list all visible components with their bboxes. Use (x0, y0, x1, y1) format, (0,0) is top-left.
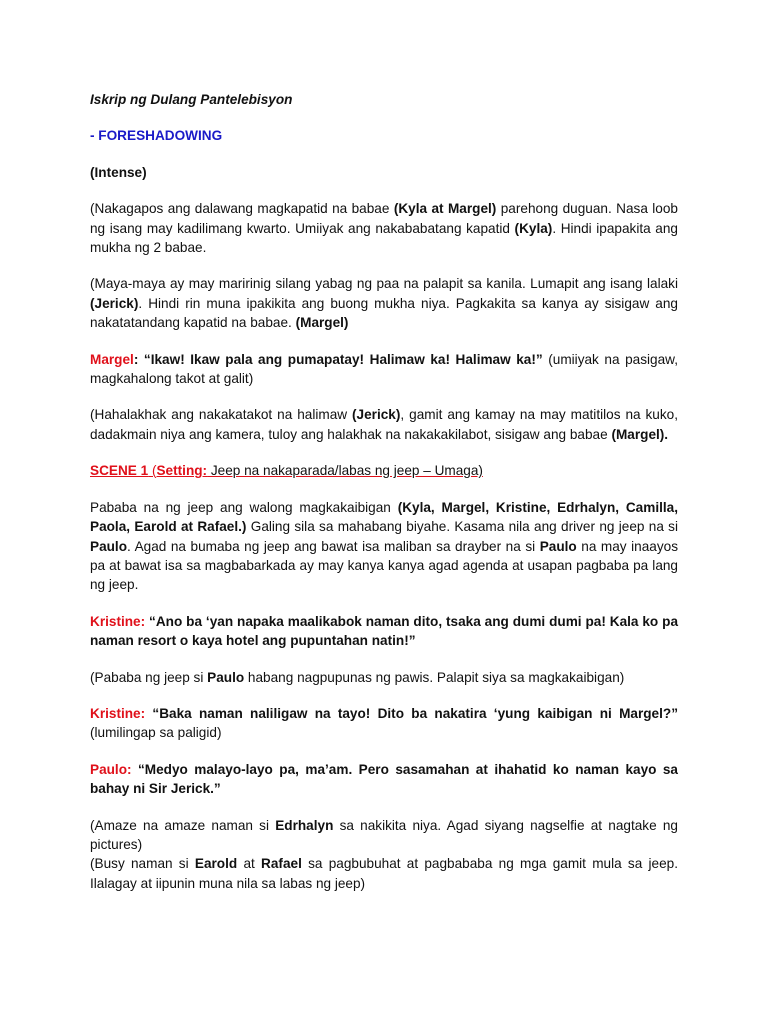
paragraph-11-text-c: at (237, 856, 262, 872)
paragraph-4 (90, 405, 678, 444)
paragraph-7-text-c: habang nagpupunas ng pawis. Palapit siya sa magkakaibigan) (244, 669, 625, 685)
paragraph-1-text-c: parehong duguan. Nasa loob ng isang may kadilimang kwarto. Umiiyak ang nakababatang kapatid (90, 201, 678, 236)
dialogue-margel (90, 350, 678, 389)
paragraph-7-paulo: Paulo (207, 669, 245, 685)
scene-1-heading (90, 461, 678, 480)
paragraph-5-paulo-1: Paulo (90, 538, 128, 554)
foreshadowing-heading: - FORESHADOWING (90, 128, 223, 144)
paragraph-2-text-a: (Maya-maya ay may maririnig silang yabag ng paa na palapit sa kanila. Lumapit ang isang lalaki (90, 276, 678, 292)
paragraph-10 (90, 816, 678, 855)
scene-1-setting: Setting: (156, 463, 208, 479)
paragraph-5-text-c: Galing sila sa mahabang biyahe. Kasama nila ang driver ng jeep na si (246, 519, 678, 535)
scene-1-label: SCENE 1 (90, 463, 149, 479)
intense-heading: (Intense) (90, 164, 147, 180)
paragraph-11-text-a: (Busy naman si (90, 856, 195, 872)
dialogue-kristine-1-line: “Ano ba ‘yan napaka maalikabok naman dito, tsaka ang dumi dumi pa! Kala ko pa naman resort o kaya hotel ang pupuntahan natin!” (90, 613, 678, 649)
dialogue-kristine-2-direction: (lumilingap sa paligid) (90, 725, 222, 741)
paragraph-1-text-a: (Nakagapos ang dalawang magkapatid na babae (90, 201, 394, 217)
paragraph-11-rafael: Rafael (261, 856, 302, 872)
paragraph-2-jerick: (Jerick) (90, 295, 139, 311)
paragraph-4-margel: (Margel). (611, 426, 669, 442)
paragraph-4-jerick: (Jerick) (352, 407, 401, 423)
paragraph-5-text-e: . Agad na bumaba ng jeep ang bawat isa maliban sa drayber na si (127, 538, 540, 554)
paragraph-7-text-a: (Pababa ng jeep si (90, 669, 208, 685)
paragraph-4-text-c: , gamit ang kamay na may matitilos na kuko, dadakmain niya ang kamera, tuloy ang halakhak na nakakakilabot, sisigaw ang babae (90, 407, 678, 442)
paragraph-2 (90, 274, 678, 332)
dialogue-paulo-line: “Medyo malayo-layo pa, ma’am. Pero sasamahan at ihahatid ko naman kayo sa bahay ni Sir Jerick.” (90, 761, 678, 797)
paragraph-1 (90, 199, 678, 257)
speaker-kristine-2: Kristine: (90, 705, 146, 721)
paragraph-2-text-c: . Hindi rin muna ipakikita ang buong mukha niya. Pagkakita sa kanya ay sisigaw ang nakatatandang kapatid na babae. (90, 295, 678, 331)
paragraph-7 (90, 668, 678, 687)
speaker-kristine-1: Kristine: (90, 613, 146, 629)
paragraph-5-text-g: na may inaayos pa at bawat isa sa magbabarkada ay may kanya kanya agad agenda at usapan pagbaba pa lang ng jeep. (90, 538, 678, 593)
dialogue-paulo (90, 760, 678, 799)
paragraph-10-text-a: (Amaze na amaze naman si (90, 817, 276, 833)
paragraph-11-text-e: sa pagbubuhat at pagbababa ng mga gamit mula sa jeep. Ilalagay at iipunin muna nila sa labas ng jeep) (90, 856, 679, 891)
paragraph-4-text-a: (Hahalakhak ang nakakatakot na halimaw (90, 407, 353, 423)
dialogue-margel-line: “Ikaw! Ikaw pala ang pumapatay! Halimaw ka! Halimaw ka!” (143, 351, 543, 367)
paragraph-5 (90, 498, 678, 595)
dialogue-kristine-1 (90, 612, 678, 651)
paragraph-5-text-a: Pababa na ng jeep ang walong magkakaibigan (90, 499, 398, 515)
speaker-margel: Margel (90, 351, 134, 367)
paragraph-10-edrhalyn: Edrhalyn (275, 817, 334, 833)
paragraph-1-kyla: (Kyla) (514, 220, 553, 236)
scene-1-setting-text: Jeep na nakaparada/labas ng jeep – Umaga) (207, 463, 483, 479)
paragraph-1-text-e: . Hindi ipapakita ang mukha ng 2 babae. (90, 220, 678, 256)
dialogue-colon: : (133, 351, 144, 367)
paragraph-5-names: (Kyla, Margel, Kristine, Edrhalyn, Camilla, Paola, Earold at Rafael.) (90, 499, 678, 535)
paragraph-10-text-c: sa nakikita niya. Agad siyang nagselfie at nagtake ng pictures) (90, 817, 678, 852)
dialogue-kristine-2 (90, 704, 678, 743)
paragraph-5-paulo-2: Paulo (539, 538, 577, 554)
document-title: Iskrip ng Dulang Pantelebisyon (90, 92, 293, 107)
paragraph-11-earold: Earold (194, 856, 238, 872)
paragraph-1-names: (Kyla at Margel) (393, 201, 497, 217)
document-page (90, 90, 678, 893)
paragraph-11 (90, 854, 678, 893)
paragraph-2-margel: (Margel) (295, 315, 349, 331)
dialogue-margel-direction: (umiiyak na pasigaw, magkahalong takot at galit) (90, 351, 678, 387)
dialogue-kristine-2-line: “Baka naman naliligaw na tayo! Dito ba nakatira ‘yung kaibigan ni Margel?” (145, 705, 678, 721)
speaker-paulo: Paulo: (90, 761, 132, 777)
scene-1-open: ( (148, 463, 157, 479)
